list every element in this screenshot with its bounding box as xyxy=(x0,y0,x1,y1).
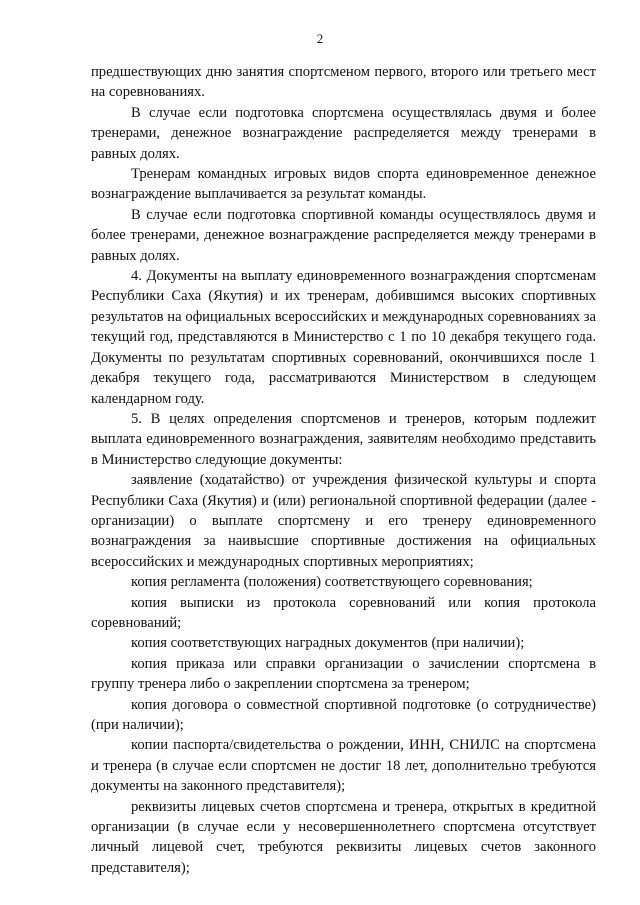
list-item-application: заявление (ходатайство) от учреждения физической культуры и спорта Республики Саха (Якутия) и (или) региональной спортивной федерации (далее - организации) о выплате спортсмену и его тренеру единовременного вознаграждения за наивысшие спортивные достижения на официальных всероссийских и международных спортивных мероприятиях; xyxy=(91,472,596,570)
document-body xyxy=(91,62,596,878)
paragraph-continuation: предшествующих дню занятия спортсменом первого, второго или третьего мест на соревнованиях. xyxy=(91,64,596,101)
paragraph-clause-4: 4. Документы на выплату единовременного вознаграждения спортсменам Республики Саха (Якутия) и их тренерам, добившимся высоких спортивных результатов на официальных всероссийских и международных соревнованиях за текущий год, представляются в Министерство с 1 по 10 декабря текущего года. Документы по результатам спортивных соревнований, окончившихся после 1 декабря текущего года, рассматриваются Министерством в следующем календарном году. xyxy=(91,268,596,407)
paragraph-clause-5: 5. В целях определения спортсменов и тренеров, которым подлежит выплата единовременного вознаграждения, заявителям необходимо представить в Министерство следующие документы: xyxy=(91,410,596,468)
list-item-award-documents: копия соответствующих наградных документов (при наличии); xyxy=(131,635,525,652)
list-item-order-copy: копия приказа или справки организации о зачислении спортсмена в группу тренера либо о закреплении спортсмена за тренером; xyxy=(91,655,596,693)
list-item-contract-copy: копия договора о совместной спортивной подготовке (о сотрудничестве) (при наличии); xyxy=(91,696,596,733)
paragraph-team-trainers-split: В случае если подготовка спортивной команды осуществлялось двумя и более тренерами, денежное вознаграждение распределяется между тренерами в равных долях. xyxy=(91,206,596,264)
list-item-bank-details: реквизиты лицевых счетов спортсмена и тренера, открытых в кредитной организации (в случае если у несовершеннолетнего спортсмена отсутствует личный лицевой счет, требуются реквизиты лицевых счетов законного представителя); xyxy=(91,798,596,876)
list-item-passport-copies: копии паспорта/свидетельства о рождении, ИНН, СНИЛС на спортсмена и тренера (в случае если спортсмен не достиг 18 лет, дополнительно требуются документы на законного представителя); xyxy=(91,737,596,795)
paragraph-trainers-split: В случае если подготовка спортсмена осуществлялась двумя и более тренерами, денежное вознаграждение распределяется между тренерами в равных долях. xyxy=(91,104,596,162)
list-item-protocol-copy: копия выписки из протокола соревнований или копия протокола соревнований; xyxy=(91,594,596,631)
paragraph-team-sports: Тренерам командных игровых видов спорта единовременное денежное вознаграждение выплачивается за результат команды. xyxy=(91,166,596,203)
page-number: 2 xyxy=(316,31,324,46)
list-item-regulation-copy: копия регламента (положения) соответствующего соревнования; xyxy=(131,574,533,591)
